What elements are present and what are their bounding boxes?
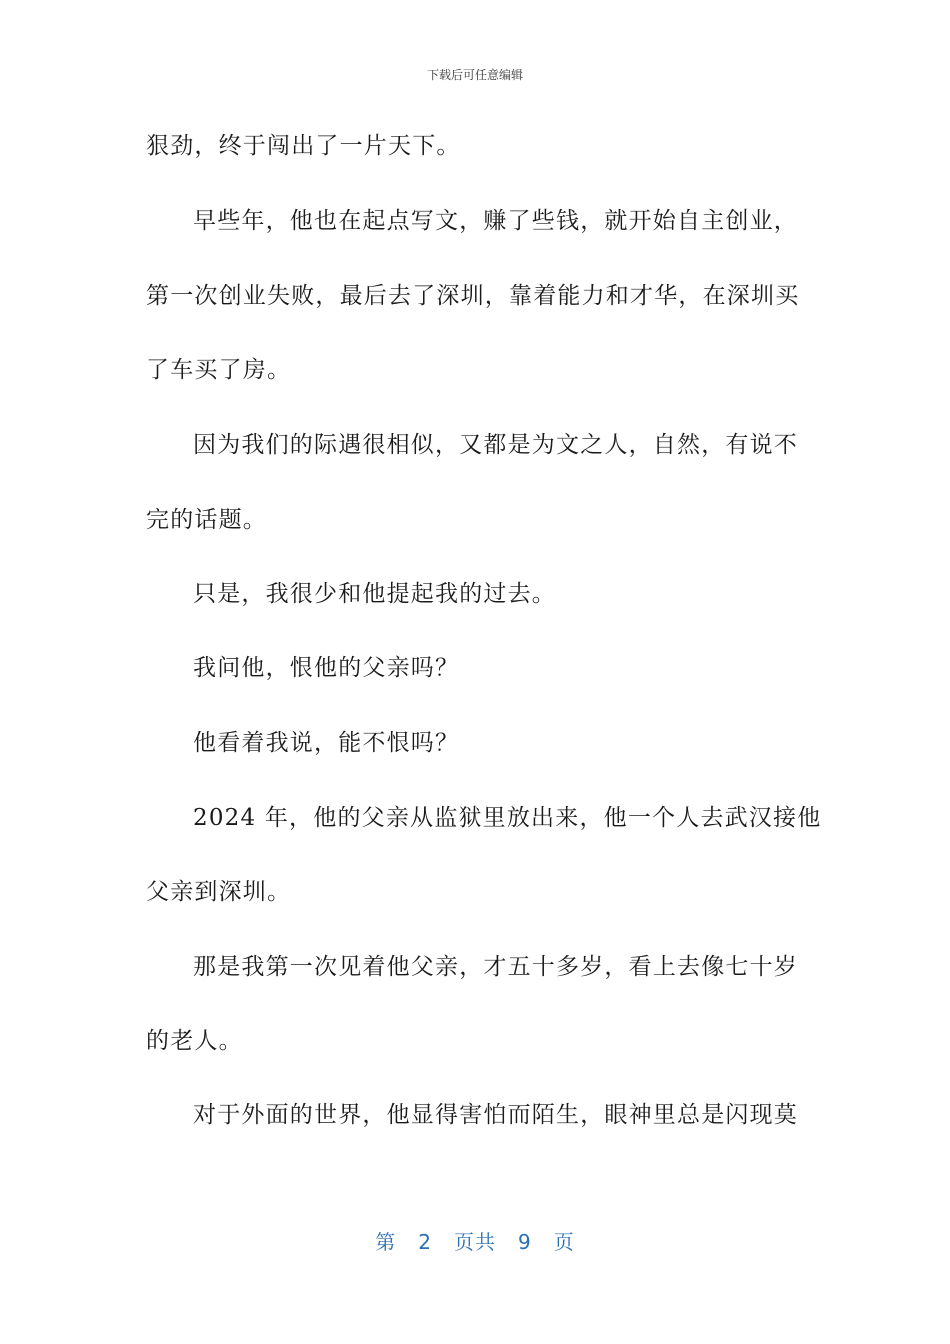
footer-middle: 页共 [454,1230,496,1254]
paragraph-line: 他看着我说，能不恨吗？ [193,730,460,756]
paragraph-line: 我问他，恨他的父亲吗？ [193,655,460,681]
page-footer [0,1226,950,1255]
paragraph-line: 2024 年，他的父亲从监狱里放出来，他一个人去武汉接他 [193,805,822,831]
paragraph-line: 只是，我很少和他提起我的过去。 [193,581,556,607]
text-line: 完的话题。 [146,507,267,533]
paragraph-line: 对于外面的世界，他显得害怕而陌生，眼神里总是闪现莫 [193,1102,798,1128]
paragraph-line: 早些年，他也在起点写文，赚了些钱，就开始自主创业， [193,208,798,234]
text-line: 父亲到深圳。 [146,879,292,905]
paragraph-line: 那是我第一次见着他父亲，才五十多岁，看上去像七十岁 [193,954,798,980]
footer-prefix: 第 [375,1230,397,1254]
footer-suffix: 页 [553,1230,575,1254]
text-line: 了车买了房。 [146,357,292,383]
text-line: 狠劲，终于闯出了一片天下。 [146,133,461,159]
text-line: 第一次创业失败，最后去了深圳，靠着能力和才华，在深圳买 [146,283,800,309]
current-page-number: 2 [418,1230,432,1254]
page-header: 下载后可任意编辑 [426,68,523,82]
paragraph-line: 因为我们的际遇很相似，又都是为文之人，自然，有说不 [193,432,798,458]
total-page-number: 9 [518,1230,532,1254]
text-line: 的老人。 [146,1028,243,1054]
